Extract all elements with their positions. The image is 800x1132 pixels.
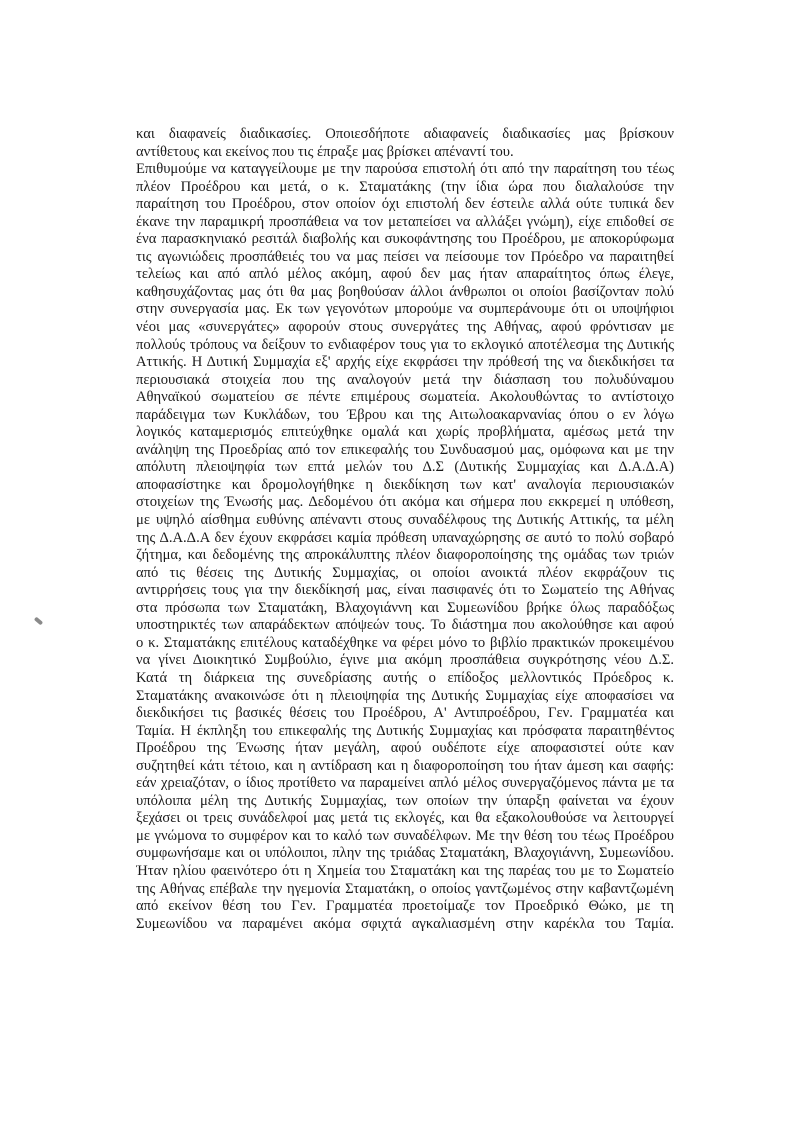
text-line: εάν χρειαζόταν, ο ίδιος προτίθετο να παραμείνει απλό μέλος συνεργαζόμενος πάντα με τα bbox=[136, 775, 674, 792]
text-line: στα πρόσωπα των Σταματάκη, Βλαχογιάννη και Συμεωνίδου βρήκε όλως παραδόξως bbox=[136, 599, 674, 616]
text-line: στην συνεργασία μας. Εκ των γεγονότων μπορούμε να συμπεράνουμε ότι οι υποψήφιοι bbox=[136, 301, 674, 318]
text-line: υπόλοιπα μέλη της Δυτικής Συμμαχίας, των οποίων την ύπαρξη φαίνεται να έχουν bbox=[136, 792, 674, 809]
text-line: καθησυχάζοντας μας ότι θα μας βοηθούσαν άλλοι άνθρωποι οι οποίοι βασίζονταν πολύ bbox=[136, 283, 674, 300]
text-line: αποφασίστηκε και δρομολογήθηκε η διεκδίκηση των κατ' αναλογία περιουσιακών bbox=[136, 476, 674, 493]
text-line: περιουσιακά στοιχεία που της αναλογούν μετά την διάσπαση του πολυδύναμου bbox=[136, 371, 674, 388]
text-line: συμφωνήσαμε και οι υπόλοιποι, πλην της τριάδας Σταματάκη, Βλαχογιάννη, Συμεωνίδου. bbox=[136, 845, 674, 862]
text-line: πολλούς τρόπους να δείξουν το ενδιαφέρον τους για το εκλογικό αποτέλεσμα της Δυτικής bbox=[136, 336, 674, 353]
text-line: να γίνει Διοικητικό Συμβούλιο, έγινε μια ακόμη προσπάθεια συγκρότησης νέου Δ.Σ. bbox=[136, 652, 674, 669]
text-line: της Δ.Α.Δ.Α δεν έχουν εκφράσει καμία πρόθεση υπαναχώρησης σε αυτό το πολύ σοβαρό bbox=[136, 529, 674, 546]
text-line: έκανε την παραμικρή προσπάθεια να τον μεταπείσει να αλλάξει γνώμη), είχε επιδοθεί σε bbox=[136, 213, 674, 230]
text-line: της Αθήνας επέβαλε την ηγεμονία Σταματάκη, ο οποίος γαντζωμένος στην καβαντζωμένη bbox=[136, 880, 674, 897]
text-line: τελείως και από απλό μέλος ακόμη, αφού δεν μας ήταν απαραίτητος όπως έλεγε, bbox=[136, 266, 674, 283]
text-line: παράδειγμα των Κυκλάδων, του Έβρου και της Αιτωλοακαρνανίας όπου ο εν λόγω bbox=[136, 406, 674, 423]
text-line: ο κ. Σταματάκης επιτέλους καταδέχθηκε να φέρει μόνο το βιβλίο πρακτικών προκειμένου bbox=[136, 634, 674, 651]
text-line: από τις θέσεις της Δυτικής Συμμαχίας, οι οποίοι ανοικτά πλέον εκφράζουν τις bbox=[136, 564, 674, 581]
text-line: από εκείνον θέση του Γεν. Γραμματέα προετοίμαζε τον Προεδρικό Θώκο, με τη bbox=[136, 898, 674, 915]
document-body-text bbox=[136, 126, 674, 933]
text-line: ζήτημα, και δεδομένης της απροκάλυπτης πλέον διαφοροποίησης της ομάδας των τριών bbox=[136, 547, 674, 564]
text-line: ανάληψη της Προεδρίας από τον επικεφαλής του Συνδυασμού μας, ομόφωνα και με την bbox=[136, 441, 674, 458]
text-line: αντίθετους και εκείνος που τις έπραξε μας βρίσκει απέναντί του. bbox=[136, 143, 514, 160]
text-line: στοιχείων της Ένωσής μας. Δεδομένου ότι ακόμα και σήμερα που εκκρεμεί η υπόθεση, bbox=[136, 494, 674, 511]
text-line: ένα παρασκηνιακό ρεσιτάλ διαβολής και συκοφάντησης του Προέδρου, με αποκορύφωμα bbox=[136, 231, 674, 248]
text-line: υποστηρικτές των απαράδεκτων απόψεών τους. Το διάστημα που ακολούθησε και αφού bbox=[136, 617, 674, 634]
text-line: Συμεωνίδου να παραμένει ακόμα σφιχτά αγκαλιασμένη στην καρέκλα του Ταμία. bbox=[136, 915, 674, 932]
text-line: πλέον Προέδρου και μετά, ο κ. Σταματάκης (την ίδια ώρα που διαλαλούσε την bbox=[136, 178, 674, 195]
text-line: λογικός καταμερισμός επιτεύχθηκε ομαλά και χωρίς προβλήματα, αμέσως μετά την bbox=[136, 424, 674, 441]
text-line: με υψηλό αίσθημα ευθύνης απέναντι στους συναδέλφους της Δυτικής Αττικής, τα μέλη bbox=[136, 512, 674, 529]
text-line: Ταμία. Η έκπληξη του επικεφαλής της Δυτικής Συμμαχίας και πρόσφατα παραιτηθέντος bbox=[136, 722, 674, 739]
text-line: νέοι μας «συνεργάτες» αφορούν στους συνεργάτες της Αθήνας, αφού φρόντισαν με bbox=[136, 319, 674, 336]
text-line: με γνώμονα το συμφέρον και το καλό των συναδέλφων. Με την θέση του τέως Προέδρου bbox=[136, 827, 674, 844]
text-line: αντιρρήσεις τους για την διεκδίκησή μας, είναι πασιφανές ότι το Σωματείο της Αθήνας bbox=[136, 582, 674, 599]
text-line: και διαφανείς διαδικασίες. Οποιεσδήποτε αδιαφανείς διαδικασίες μας βρίσκουν bbox=[136, 126, 674, 142]
text-line: Αθηναϊκού σωματείου σε πέντε επιμέρους σωματεία. Ακολουθώντας το αντίστοιχο bbox=[136, 389, 674, 406]
text-line: Επιθυμούμε να καταγγείλουμε με την παρούσα επιστολή ότι από την παραίτηση του τέως bbox=[136, 161, 674, 178]
text-line: τις αγωνιώδεις προσπάθειές του να μας πείσει να πείσουμε τον Πρόεδρο να παραιτηθεί bbox=[136, 248, 674, 265]
text-line: Αττικής. Η Δυτική Συμμαχία εξ' αρχής είχε εκφράσει την πρόθεσή της να διεκδικήσει τα bbox=[136, 354, 674, 371]
text-line: συζητηθεί κάτι τέτοιο, και η αντίδραση και η διαφοροποίηση του ήταν άμεση και σαφής: bbox=[136, 757, 674, 774]
text-line: Σταματάκης ανακοινώσε ότι η πλειοψηφία της Δυτικής Συμμαχίας είχε αποφασίσει να bbox=[136, 687, 674, 704]
text-line: διεκδικήσει τις βασικές θέσεις του Προέδρου, Α' Αντιπροέδρου, Γεν. Γραμματέα και bbox=[136, 705, 674, 722]
text-line: παραίτηση του Προέδρου, στον οποίον όχι επιστολή δεν έστειλε αλλά ούτε τυπικά δεν bbox=[136, 196, 674, 213]
text-line: απόλυτη πλειοψηφία των επτά μελών του Δ.Σ (Δυτικής Συμμαχίας και Δ.Α.Δ.Α) bbox=[136, 459, 674, 476]
text-line: Κατά τη διάρκεια της συνεδρίασης αυτής ο επίδοξος μελλοντικός Πρόεδρος κ. bbox=[136, 669, 674, 686]
text-line: Προέδρου της Ένωσης ήταν μεγάλη, αφού ουδέποτε είχε αποφασιστεί ούτε καν bbox=[136, 740, 674, 757]
text-line: ξεχάσει οι τρεις συνάδελφοί μας μετά τις εκλογές, και θα εξακολουθούσε να λειτουργεί bbox=[136, 810, 674, 827]
scan-artifact-mark bbox=[34, 617, 43, 626]
text-line: Ήταν ηλίου φαεινότερο ότι η Χημεία του Σταματάκη και της παρέας του με το Σωματείο bbox=[136, 862, 674, 879]
